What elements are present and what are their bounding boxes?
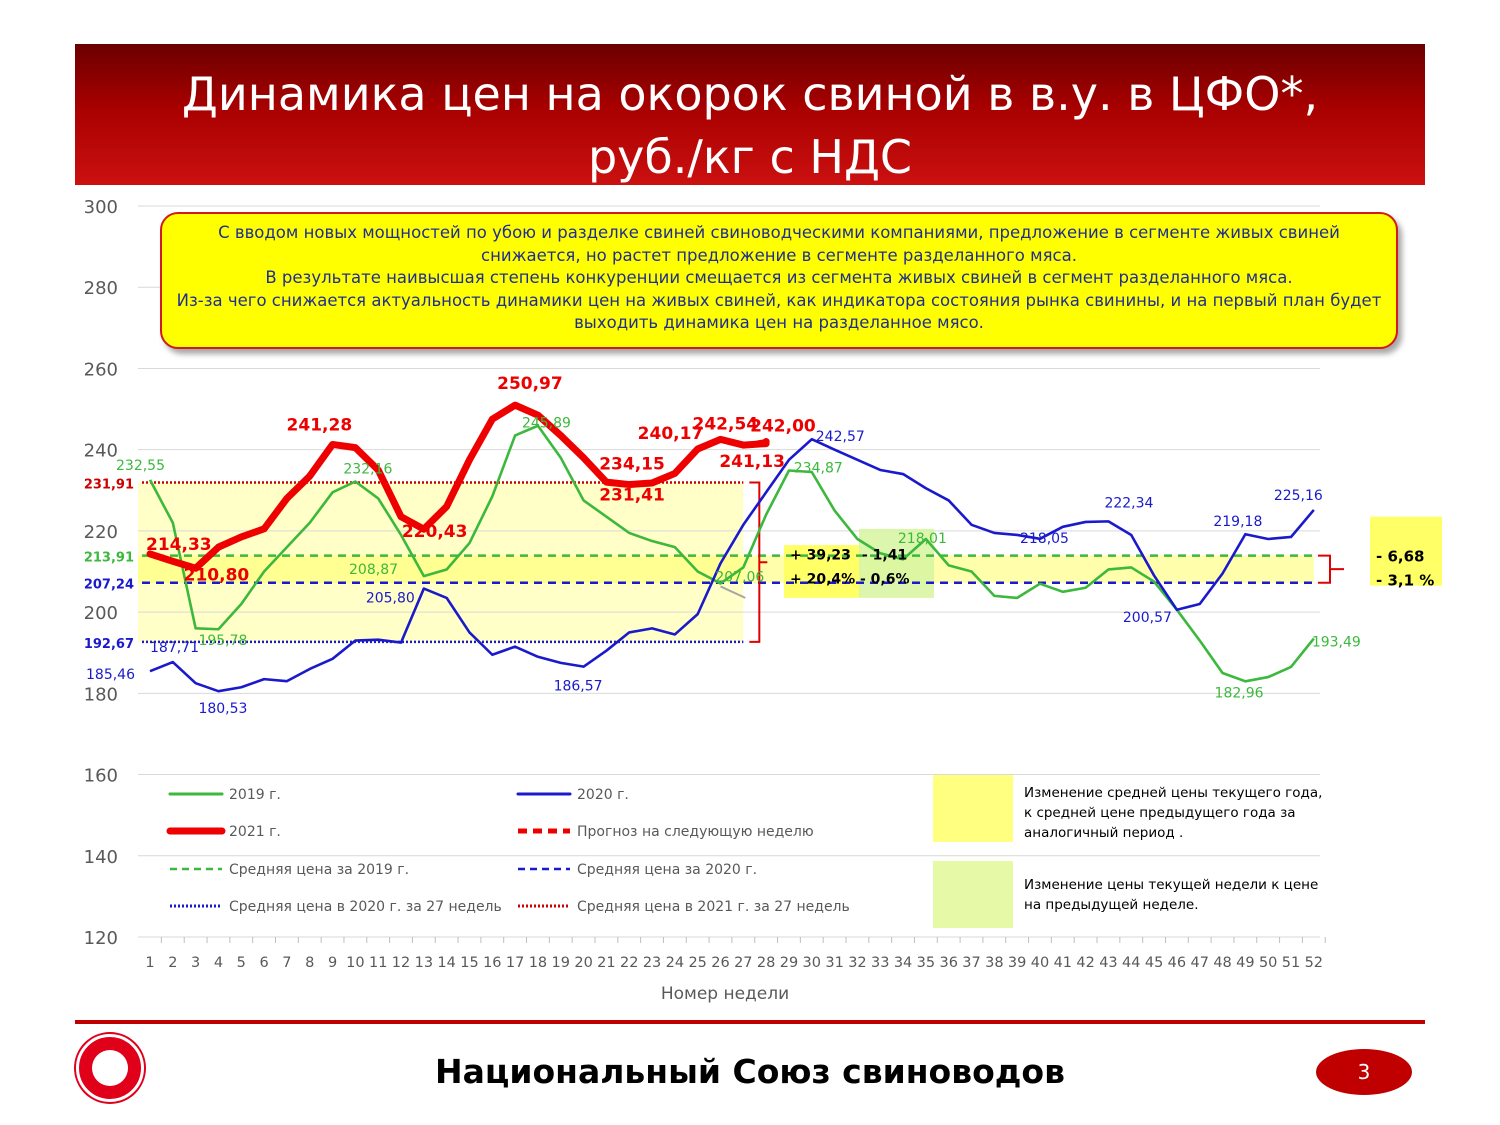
label-2019: 182,96: [1214, 685, 1264, 702]
label-2020: 218,05: [1019, 530, 1069, 547]
x-tick-label: 2: [168, 955, 178, 971]
label-2019: 193,49: [1311, 634, 1361, 651]
x-tick-label: 44: [1122, 955, 1141, 971]
page-number: 3: [1316, 1049, 1412, 1095]
note-line: выходить динамика цен на разделанное мясо.: [574, 313, 984, 332]
x-tick-label: 43: [1099, 955, 1118, 971]
label-2021: 241,13: [719, 452, 785, 473]
x-tick-label: 23: [642, 955, 662, 971]
x-tick-label: 15: [460, 955, 479, 971]
legend-label: 2021 г.: [229, 824, 281, 840]
label-2020: 225,16: [1273, 487, 1323, 504]
label-2019: 207,06: [715, 569, 765, 586]
x-tick-label: 13: [414, 955, 434, 971]
label-2020: 219,18: [1213, 514, 1263, 531]
x-axis-title: Номер недели: [660, 984, 790, 1004]
change-pct-green: - 0,6%: [860, 571, 910, 588]
x-tick-label: 19: [551, 955, 570, 971]
x-tick-label: 4: [213, 955, 224, 971]
x-tick-label: 48: [1213, 955, 1232, 971]
legend-label: Прогноз на следующую неделю: [577, 824, 814, 840]
legend-note-line: Изменение средней цены текущего года,: [1024, 785, 1323, 801]
y-tick-label: 200: [83, 603, 118, 625]
legend-note-line: на предыдущей неделе.: [1024, 897, 1199, 913]
change-pct-yellow: + 20,4%: [790, 571, 856, 588]
legend-label: Средняя цена за 2019 г.: [229, 862, 410, 878]
label-2021: 214,33: [146, 534, 212, 555]
legend-label: Средняя цена в 2021 г. за 27 недель: [577, 899, 850, 915]
x-tick-label: 10: [346, 955, 365, 971]
x-tick-label: 32: [848, 955, 867, 971]
x-tick-label: 36: [939, 955, 958, 971]
y-tick-label: 140: [83, 846, 118, 868]
y-tick-label: 220: [83, 521, 118, 543]
x-tick-label: 45: [1144, 955, 1164, 971]
slide-title-line1: Динамика цен на окорок свиной в в.у. в ЦФО*,: [181, 67, 1319, 121]
x-tick-label: 26: [711, 955, 730, 971]
change-pct-right: - 3,1 %: [1376, 571, 1435, 590]
legend-label: Средняя цена за 2020 г.: [577, 862, 758, 878]
x-tick-label: 31: [825, 955, 844, 971]
x-tick-label: 39: [1007, 955, 1027, 971]
note-line: С вводом новых мощностей по убою и разделке свиней свиноводческими компаниями, предложение в сегменте живых свиней: [218, 223, 1340, 242]
y-tick-label: 300: [83, 197, 118, 218]
label-2021: 231,41: [599, 485, 665, 506]
note-line: В результате наивысшая степень конкуренции смещается из сегмента живых свиней в сегмент разделанного мяса.: [265, 268, 1293, 287]
label-2021: 234,15: [599, 454, 665, 475]
label-2020: 200,57: [1122, 609, 1172, 626]
x-tick-label: 50: [1258, 955, 1278, 971]
x-tick-label: 35: [916, 955, 936, 971]
label-2019: 232,55: [116, 457, 165, 474]
x-tick-label: 38: [985, 955, 1004, 971]
x-tick-label: 24: [665, 955, 685, 971]
x-tick-label: 5: [236, 955, 246, 971]
label-2020: 187,71: [150, 640, 199, 657]
x-tick-label: 47: [1190, 955, 1209, 971]
change-abs-right: - 6,68: [1376, 547, 1425, 566]
avg-2021-27w-value: 231,91: [83, 477, 134, 493]
label-2021: 240,17: [637, 423, 704, 444]
x-tick-label: 27: [734, 955, 753, 971]
footer-organization: Национальный Союз свиноводов: [435, 1052, 1065, 1091]
label-2019: 218,01: [897, 530, 947, 547]
x-tick-label: 20: [574, 955, 593, 971]
y-tick-label: 120: [83, 928, 118, 949]
x-tick-label: 21: [597, 955, 616, 971]
x-tick-label: 7: [282, 955, 292, 971]
x-tick-label: 14: [437, 955, 456, 971]
footer-divider: [75, 1020, 1425, 1024]
label-2021: 210,80: [183, 565, 250, 586]
x-tick-label: 12: [391, 955, 411, 971]
legend-note-line: аналогичный период .: [1024, 825, 1184, 841]
x-tick-label: 22: [619, 955, 639, 971]
label-2021: 242,54: [692, 414, 759, 435]
x-tick-label: 17: [505, 955, 525, 971]
change-abs-green: - 1,41: [862, 547, 908, 564]
x-tick-label: 46: [1167, 955, 1187, 971]
label-2021: 241,28: [286, 415, 353, 436]
label-2019: 234,87: [793, 460, 843, 477]
x-tick-label: 8: [305, 955, 315, 971]
legend-note-line: Изменение цены текущей недели к цене: [1024, 877, 1319, 893]
x-tick-label: 40: [1030, 955, 1050, 971]
label-2021: 250,97: [497, 374, 563, 395]
label-2020: 222,34: [1104, 495, 1154, 512]
avg-2020-27w-value: 192,67: [83, 636, 134, 652]
label-2020: 242,57: [815, 429, 865, 446]
x-tick-label: 52: [1304, 955, 1324, 971]
label-2019: 245,89: [521, 415, 571, 432]
y-tick-label: 180: [83, 684, 118, 706]
label-2020: 185,46: [86, 667, 135, 684]
x-tick-label: 42: [1076, 955, 1095, 971]
avg-2020-value: 207,24: [83, 577, 134, 593]
note-line: Из-за чего снижается актуальность динамики цен на живых свиней, как индикатора состояния рынка свинины, и на первый план будет: [176, 290, 1382, 310]
x-tick-label: 16: [483, 955, 502, 971]
label-2019: 208,87: [349, 562, 399, 579]
legend-label: 2020 г.: [577, 787, 629, 803]
x-tick-label: 6: [259, 955, 269, 971]
avg-2019-value: 213,91: [83, 550, 134, 566]
label-2020: 186,57: [553, 678, 603, 695]
legend-label: Средняя цена в 2020 г. за 27 недель: [229, 899, 502, 915]
label-2019: 232,16: [343, 461, 393, 478]
legend-note-yellow-swatch: [933, 775, 1013, 842]
note-line: снижается, но растет предложение в сегменте разделанного мяса.: [481, 245, 1077, 265]
x-tick-label: 30: [802, 955, 822, 971]
x-tick-label: 41: [1053, 955, 1073, 971]
series-forecast-point: [763, 438, 770, 445]
x-tick-label: 33: [871, 955, 890, 971]
y-tick-label: 260: [83, 359, 118, 381]
y-tick-label: 280: [83, 278, 118, 300]
legend-note-green-swatch: [933, 861, 1013, 928]
label-2019: 195,78: [198, 633, 248, 650]
y-tick-label: 240: [83, 440, 118, 462]
change-abs-yellow: + 39,23: [790, 547, 851, 564]
y-tick-label: 160: [83, 765, 118, 787]
x-tick-label: 49: [1236, 955, 1255, 971]
x-tick-label: 25: [688, 955, 707, 971]
x-tick-label: 3: [191, 955, 201, 971]
x-tick-label: 29: [779, 955, 799, 971]
x-tick-label: 1: [145, 955, 155, 971]
x-tick-label: 34: [893, 955, 913, 971]
x-tick-label: 9: [327, 955, 338, 971]
label-2021: 220,43: [401, 522, 468, 543]
slide-title-line2: руб./кг с НДС: [587, 130, 913, 184]
label-2020: 205,80: [365, 590, 415, 607]
legend-label: 2019 г.: [229, 787, 281, 803]
x-tick-label: 37: [962, 955, 981, 971]
x-tick-label: 28: [756, 955, 776, 971]
label-2021: 242,00: [750, 416, 816, 437]
annotation-callout: [160, 212, 1398, 349]
label-2020: 180,53: [198, 701, 248, 718]
x-tick-label: 11: [368, 955, 388, 971]
legend-note-line: к средней цене предыдущего года за: [1024, 805, 1296, 821]
x-tick-label: 18: [528, 955, 548, 971]
bracket-annual: [1318, 556, 1344, 583]
x-tick-label: 51: [1281, 955, 1301, 971]
